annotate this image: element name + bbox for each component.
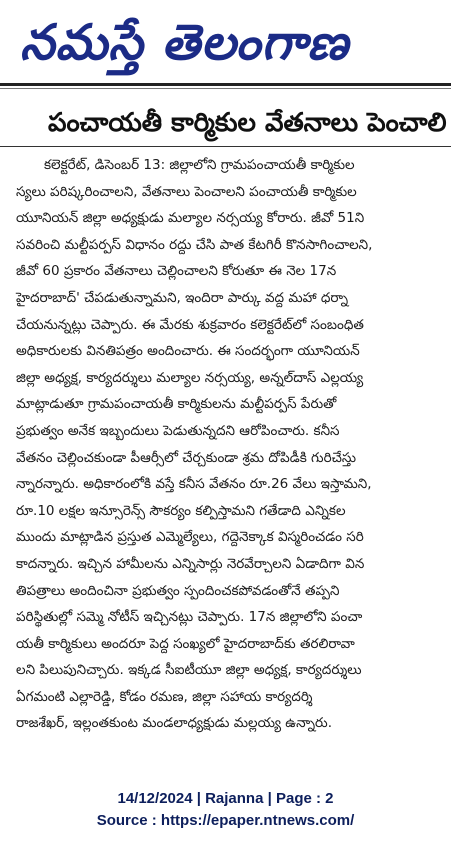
article-line: యతీ కార్మికులు అందరూ పెద్ద సంఖ్యలో హైదరాబాద్‌కు తరలిరావా [16, 635, 355, 652]
headline-divider [0, 146, 451, 147]
article-line: జిల్లా అధ్యక్ష, కార్యదర్శులు మల్యాల నర్సయ్య, అన్నల్‌దాస్ ఎల్లయ్య [16, 369, 364, 386]
article-line: స్యలు పరిష్కరించాలని, వేతనాలు పెంచాలని పంచాయతీ కార్మికుల [16, 183, 357, 200]
article-line: లని పిలుపునిచ్చారు. ఇక్కడ సీఐటీయూ జిల్లా అధ్యక్ష, కార్యదర్శులు [16, 662, 362, 679]
newspaper-masthead: నమస్తే తెలంగాణ [20, 14, 350, 71]
article-body [16, 152, 451, 737]
article-line: పరిస్థితుల్లో సమ్మె నోటీస్ ఇచ్చినట్లు చెప్పారు. 17న జిల్లాలోని పంచా [16, 609, 363, 626]
article-line: వేతనం చెల్లించకుండా పీఆర్సీలో చేర్చకుండా శ్రమ దోపిడీకి గురిచేస్తు [16, 449, 356, 466]
article-line: సవరించి మల్టీపర్పస్ విధానం రద్దు చేసి పాత కేటగిరీ కొనసాగించాలని, [16, 236, 373, 253]
article-line: కాదన్నారు. ఇచ్చిన హామీలను ఎన్నిసార్లు నెరవేర్చాలని ఏడాదిగా విన [16, 555, 365, 572]
article-line: ముందు మాట్లాడిన ప్రస్తుత ఎమ్మెల్యేలు, గద్దెనెక్కాక విస్మరించడం సరి [16, 529, 364, 546]
article-line: ఏగమంటి ఎల్లారెడ్డి, కోడం రమణ, జిల్లా సహాయ కార్యదర్శి [16, 688, 313, 705]
article-line: చేయనున్నట్లు చెప్పారు. ఈ మేరకు శుక్రవారం కలెక్టరేట్‌లో సంబంధిత [16, 316, 364, 333]
article-line: అధికారులకు వినతిపత్రం అందించారు. ఈ సందర్భంగా యూనియన్ [16, 343, 360, 360]
article-line: న్నారన్నారు. అధికారంలోకి వస్తే కనీస వేతనం రూ.26 వేలు ఇస్తామని, [16, 476, 372, 493]
article-line: కలెక్టరేట్, డిసెంబర్ 13: జిల్లాలోని గ్రామపంచాయతీ కార్మికుల [44, 157, 355, 173]
article-line: మాట్లాడుతూ గ్రామపంచాయతీ కార్మికులను మల్టీపర్పస్ పేరుతో [16, 396, 337, 413]
masthead-divider-thin [0, 88, 451, 89]
masthead-divider [0, 83, 451, 86]
edition-info: 14/12/2024 | Rajanna | Page : 2 [117, 790, 334, 807]
source-link[interactable]: Source : https://epaper.ntnews.com/ [96, 812, 355, 829]
article-headline: పంచాయతీ కార్మికుల వేతనాలు పెంచాలి [48, 108, 447, 138]
article-line: ప్రభుత్వం అనేక ఇబ్బందులు పెడుతున్నదని ఆరోపించారు. కనీస [16, 422, 340, 439]
article-line: యూనియన్ జిల్లా అధ్యక్షుడు మల్యాల నర్సయ్య కోరారు. జీవో 51ని [16, 210, 365, 227]
article-line: రాజశేఖర్, ఇల్లంతకుంట మండలాధ్యక్షుడు మల్లయ్య ఉన్నారు. [16, 715, 333, 732]
article-line: హైదరాబాద్' చేపడుతున్నామని, ఇందిరా పార్కు వద్ద మహా ధర్నా [16, 289, 349, 306]
article-line: తిపత్రాలు అందించినా ప్రభుత్వం స్పందించకపోవడంతోనే తప్పని [16, 582, 340, 599]
article-line: రూ.10 లక్షల ఇన్సూరెన్స్ సౌకర్యం కల్పిస్తామని గతేడాది ఎన్నికల [16, 502, 346, 519]
article-line: జీవో 60 ప్రకారం వేతనాలు చెల్లించాలని కోరుతూ ఈ నెల 17న [16, 263, 337, 280]
